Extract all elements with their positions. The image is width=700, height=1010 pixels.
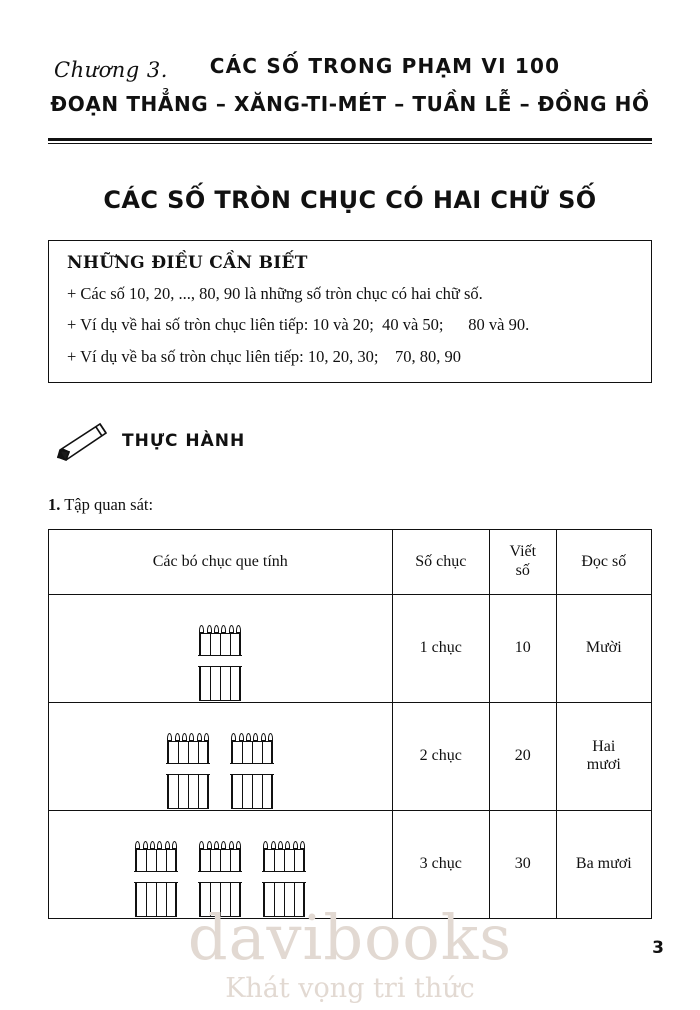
header-divider [48, 138, 652, 141]
observation-table [48, 529, 652, 919]
page-number: 3 [652, 938, 664, 958]
exercise-title [48, 495, 652, 515]
bundle-of-ten-icon [263, 841, 305, 917]
bundle-of-ten-icon [199, 625, 241, 701]
table-header-read: Đọc số [556, 529, 651, 594]
chapter-title-line1: CÁC SỐ TRONG PHẠM VI 100 [209, 54, 561, 78]
bundle-group [50, 704, 391, 809]
table-row [49, 702, 652, 810]
table-header-write: Viết số [489, 529, 556, 594]
bundle-illustration-cell [49, 594, 393, 702]
number-word: Hai mươi [556, 702, 651, 810]
watermark-main: davibooks [187, 901, 513, 974]
bundle-group [50, 596, 391, 701]
chapter-title-block [48, 54, 652, 116]
bundle-group [50, 812, 391, 917]
knowledge-line: + Các số 10, 20, ..., 80, 90 là những số tròn chục có hai chữ số. [67, 284, 483, 303]
knowledge-box-title: NHỮNG ĐIỀU CẦN BIẾT [67, 253, 308, 273]
tens-count: 2 chục [392, 702, 489, 810]
knowledge-line: + Ví dụ về ba số tròn chục liên tiếp: 10, 20, 30; 70, 80, 90 [67, 346, 461, 366]
tens-count: 1 chục [392, 594, 489, 702]
table-row [49, 810, 652, 918]
bundle-of-ten-icon [167, 733, 209, 809]
bundle-of-ten-icon [231, 733, 273, 809]
number-word: Mười [556, 594, 651, 702]
watermark [0, 901, 700, 1004]
tens-count: 3 chục [392, 810, 489, 918]
bundle-of-ten-icon [135, 841, 177, 917]
knowledge-box [48, 240, 652, 383]
watermark-sub: Khát vọng tri thức [225, 973, 475, 1004]
knowledge-line: + Ví dụ về hai số tròn chục liên tiếp: 10 và 20; 40 và 50; 80 và 90. [67, 315, 530, 335]
practice-heading [48, 417, 652, 465]
table-header-row [49, 529, 652, 594]
bundle-illustration-cell [49, 702, 393, 810]
chapter-label: Chương 3. [54, 58, 168, 82]
practice-label: THỰC HÀNH [122, 430, 246, 451]
table-row [49, 594, 652, 702]
table-header-tens: Số chục [392, 529, 489, 594]
pencil-icon [52, 419, 114, 463]
chapter-header [48, 50, 652, 142]
exercise-text: Tập quan sát: [64, 494, 154, 514]
table-header-bundles: Các bó chục que tính [49, 529, 393, 594]
lesson-title: CÁC SỐ TRÒN CHỤC CÓ HAI CHỮ SỐ [103, 186, 597, 214]
bundle-illustration-cell [49, 810, 393, 918]
number-word: Ba mươi [556, 810, 651, 918]
number-written: 10 [489, 594, 556, 702]
bundle-of-ten-icon [199, 841, 241, 917]
exercise-number: 1. [48, 494, 61, 514]
number-written: 20 [489, 702, 556, 810]
number-written: 30 [489, 810, 556, 918]
chapter-title-line2: ĐOẠN THẲNG – XĂNG-TI-MÉT – TUẦN LỄ – ĐỒNG HỒ [50, 92, 650, 116]
